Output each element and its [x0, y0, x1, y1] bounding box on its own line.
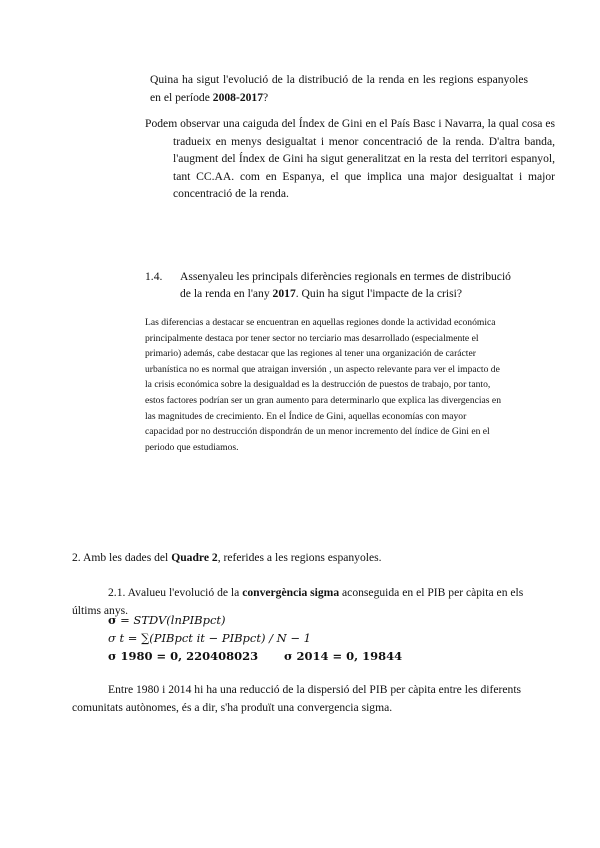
question-1-4-year: 2017 — [272, 287, 296, 300]
question-1-period: 2008-2017 — [212, 90, 264, 104]
question-1-text: Quina ha sigut l'evolució de la distribució de la renda en les regions espanyoles en el període — [150, 73, 528, 104]
question-2-1-rest: aconseguida en el PIB per càpita en els últims anys. — [72, 586, 524, 617]
question-1-4-line-2 — [180, 285, 540, 303]
question-1 — [150, 71, 528, 106]
question-2-text: 2. Amb les dades del — [72, 551, 172, 564]
formula-sigma-symbol: σ — [108, 613, 117, 627]
question-1-4-crisis: . Quin ha sigut l'impacte de la crisi? — [295, 287, 463, 300]
formula-sigma-1980: σ 1980 = 0, 220408023 — [108, 649, 259, 663]
question-2-1-text: 2.1. Avalueu l'evolució de la — [108, 586, 243, 599]
question-1-4-text: de la renda en l'any — [180, 287, 273, 300]
formula-sigma-stdv — [108, 613, 226, 628]
formula-stdv: = STDV(lnPIBpct) — [116, 613, 226, 627]
question-2 — [72, 549, 532, 567]
formula-sigma-2014: σ 2014 = 0, 19844 — [284, 649, 403, 663]
question-1-mark: ? — [263, 90, 269, 104]
question-1-4-line-1: Assenyaleu les principals diferències regionals en termes de distribució — [180, 270, 511, 283]
answer-1: Podem observar una caiguda del Índex de Gini en el País Basc i Navarra, la qual cosa es tradueix en menys desigualtat i menor concentració de la renda. D'altra banda, l'augment del Índex de Gini ha sigut generalitzat en la resta del territori espanyol, tant CC.AA. com en Espanya, el que implica una major desigualtat i major concentració de la renda. — [145, 117, 555, 200]
question-1-4-number: 1.4. — [145, 270, 163, 283]
answer-2-1: Entre 1980 i 2014 hi ha una reducció de la dispersió del PIB per càpita entre les diferents comunitats autònomes, és a dir, s'ha produït una convergencia sigma. — [72, 683, 522, 714]
answer-1-4: Las diferencias a destacar se encuentran en aquellas regiones donde la actividad económica principalmente destaca por tener sector no terciario mas desarrollado (especialmente el primario) además, cabe destacar que las regiones al tener una organización de carácter urbanística no es normal que atraigan inversión , un aspecto relevante para ver el impacto de la crisis económica sobre la desigualdad es la destrucción de puestos de trabajo, por tanto, estos factores podrían ser un gran aumento para determinarlo que explica las divergencias en las magnitudes de crecimiento. En el Índice de Gini, aquellas economías con mayor capacidad por no destrucción dispondrán de un menor incremento del índice de Gini en el periodo que estudiamos. — [145, 317, 501, 453]
question-2-table: Quadre 2 — [171, 551, 218, 564]
question-2-1-concept: convergència sigma — [242, 586, 340, 599]
question-2-rest: , referides a les regions espanyoles. — [217, 551, 382, 564]
formula-sigma-t: σ t = ∑(PIBpct it − PIBpct) / N − 1 — [108, 631, 311, 645]
